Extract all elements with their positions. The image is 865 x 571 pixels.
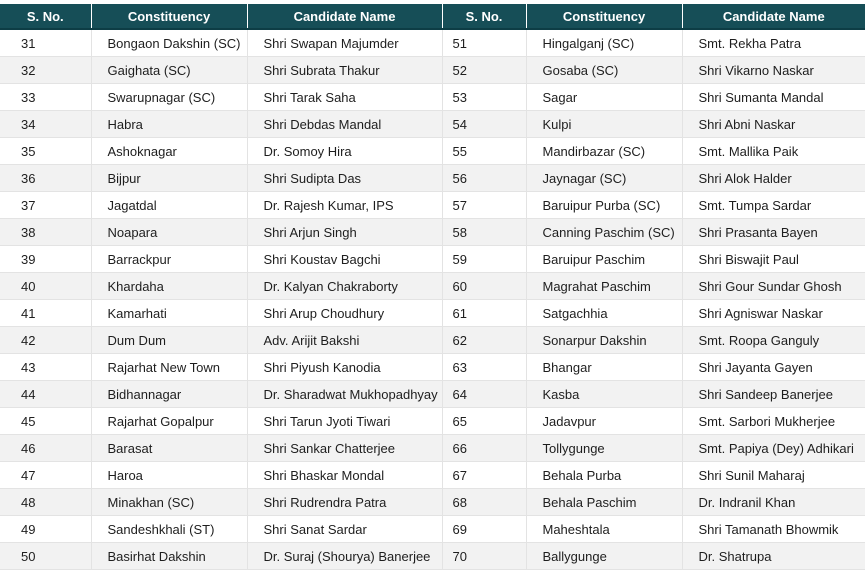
constituency-cell: Kasba xyxy=(526,381,682,408)
sno-cell: 31 xyxy=(0,29,91,57)
sno-cell: 40 xyxy=(0,273,91,300)
candidate-cell: Smt. Tumpa Sardar xyxy=(682,192,865,219)
candidate-cell: Shri Tarak Saha xyxy=(247,84,442,111)
constituency-cell: Habra xyxy=(91,111,247,138)
table-row xyxy=(0,192,865,219)
candidate-cell: Shri Tarun Jyoti Tiwari xyxy=(247,408,442,435)
sno-cell: 43 xyxy=(0,354,91,381)
candidate-cell: Shri Sunil Maharaj xyxy=(682,462,865,489)
sno-cell: 37 xyxy=(0,192,91,219)
candidate-cell: Shri Vikarno Naskar xyxy=(682,57,865,84)
constituency-cell: Satgachhia xyxy=(526,300,682,327)
sno-cell: 68 xyxy=(442,489,526,516)
sno-cell: 64 xyxy=(442,381,526,408)
constituency-cell: Magrahat Paschim xyxy=(526,273,682,300)
constituency-cell: Maheshtala xyxy=(526,516,682,543)
sno-cell: 34 xyxy=(0,111,91,138)
candidate-cell: Shri Arjun Singh xyxy=(247,219,442,246)
table-row xyxy=(0,29,865,57)
constituency-cell: Baruipur Purba (SC) xyxy=(526,192,682,219)
candidate-cell: Shri Debdas Mandal xyxy=(247,111,442,138)
constituency-cell: Sonarpur Dakshin xyxy=(526,327,682,354)
candidate-cell: Shri Sanat Sardar xyxy=(247,516,442,543)
candidate-cell: Shri Abni Naskar xyxy=(682,111,865,138)
sno-cell: 57 xyxy=(442,192,526,219)
sno-cell: 36 xyxy=(0,165,91,192)
sno-cell: 46 xyxy=(0,435,91,462)
candidate-cell: Shri Tamanath Bhowmik xyxy=(682,516,865,543)
candidate-cell: Shri Gour Sundar Ghosh xyxy=(682,273,865,300)
sno-cell: 35 xyxy=(0,138,91,165)
sno-cell: 38 xyxy=(0,219,91,246)
candidate-cell: Smt. Sarbori Mukherjee xyxy=(682,408,865,435)
sno-cell: 65 xyxy=(442,408,526,435)
header-candidate-name: Candidate Name xyxy=(247,4,442,29)
candidate-cell: Shri Piyush Kanodia xyxy=(247,354,442,381)
sno-cell: 50 xyxy=(0,543,91,570)
table-row xyxy=(0,300,865,327)
constituency-cell: Rajarhat Gopalpur xyxy=(91,408,247,435)
candidate-cell: Shri Jayanta Gayen xyxy=(682,354,865,381)
table-row xyxy=(0,84,865,111)
constituency-cell: Swarupnagar (SC) xyxy=(91,84,247,111)
header-sno-2: S. No. xyxy=(442,4,526,29)
constituency-cell: Rajarhat New Town xyxy=(91,354,247,381)
sno-cell: 63 xyxy=(442,354,526,381)
constituency-cell: Basirhat Dakshin xyxy=(91,543,247,570)
constituency-cell: Dum Dum xyxy=(91,327,247,354)
constituency-cell: Barrackpur xyxy=(91,246,247,273)
constituency-cell: Noapara xyxy=(91,219,247,246)
candidate-cell: Shri Agniswar Naskar xyxy=(682,300,865,327)
sno-cell: 44 xyxy=(0,381,91,408)
table-row xyxy=(0,435,865,462)
constituency-cell: Gosaba (SC) xyxy=(526,57,682,84)
sno-cell: 60 xyxy=(442,273,526,300)
candidate-cell: Adv. Arijit Bakshi xyxy=(247,327,442,354)
table-row xyxy=(0,408,865,435)
sno-cell: 54 xyxy=(442,111,526,138)
constituency-cell: Jadavpur xyxy=(526,408,682,435)
candidate-cell: Shri Sandeep Banerjee xyxy=(682,381,865,408)
constituency-cell: Jaynagar (SC) xyxy=(526,165,682,192)
constituency-cell: Mandirbazar (SC) xyxy=(526,138,682,165)
sno-cell: 48 xyxy=(0,489,91,516)
constituency-cell: Canning Paschim (SC) xyxy=(526,219,682,246)
header-constituency-2: Constituency xyxy=(526,4,682,29)
table-row xyxy=(0,246,865,273)
constituency-cell: Behala Purba xyxy=(526,462,682,489)
sno-cell: 52 xyxy=(442,57,526,84)
table-row xyxy=(0,219,865,246)
sno-cell: 55 xyxy=(442,138,526,165)
constituency-cell: Haroa xyxy=(91,462,247,489)
candidate-cell: Dr. Indranil Khan xyxy=(682,489,865,516)
constituency-cell: Sandeshkhali (ST) xyxy=(91,516,247,543)
table-row xyxy=(0,111,865,138)
sno-cell: 59 xyxy=(442,246,526,273)
header-sno: S. No. xyxy=(0,4,91,29)
header-candidate-name-2: Candidate Name xyxy=(682,4,865,29)
candidate-cell: Shri Bhaskar Mondal xyxy=(247,462,442,489)
candidate-cell: Dr. Rajesh Kumar, IPS xyxy=(247,192,442,219)
table-row xyxy=(0,273,865,300)
candidate-cell: Dr. Sharadwat Mukhopadhyay xyxy=(247,381,442,408)
header-row xyxy=(0,4,865,29)
constituency-cell: Kulpi xyxy=(526,111,682,138)
constituency-cell: Kamarhati xyxy=(91,300,247,327)
table-row xyxy=(0,57,865,84)
sno-cell: 69 xyxy=(442,516,526,543)
candidate-cell: Shri Rudrendra Patra xyxy=(247,489,442,516)
constituency-cell: Behala Paschim xyxy=(526,489,682,516)
constituency-cell: Tollygunge xyxy=(526,435,682,462)
constituency-cell: Minakhan (SC) xyxy=(91,489,247,516)
candidate-cell: Shri Arup Choudhury xyxy=(247,300,442,327)
table-body xyxy=(0,29,865,570)
constituency-cell: Bijpur xyxy=(91,165,247,192)
candidate-table xyxy=(0,4,865,570)
sno-cell: 51 xyxy=(442,29,526,57)
sno-cell: 42 xyxy=(0,327,91,354)
constituency-cell: Ashoknagar xyxy=(91,138,247,165)
sno-cell: 56 xyxy=(442,165,526,192)
constituency-cell: Jagatdal xyxy=(91,192,247,219)
table-row xyxy=(0,327,865,354)
sno-cell: 66 xyxy=(442,435,526,462)
constituency-cell: Bongaon Dakshin (SC) xyxy=(91,29,247,57)
table-row xyxy=(0,516,865,543)
candidate-cell: Dr. Somoy Hira xyxy=(247,138,442,165)
sno-cell: 70 xyxy=(442,543,526,570)
sno-cell: 49 xyxy=(0,516,91,543)
sno-cell: 53 xyxy=(442,84,526,111)
constituency-cell: Baruipur Paschim xyxy=(526,246,682,273)
sno-cell: 41 xyxy=(0,300,91,327)
candidate-cell: Smt. Papiya (Dey) Adhikari xyxy=(682,435,865,462)
candidate-cell: Shri Biswajit Paul xyxy=(682,246,865,273)
constituency-cell: Barasat xyxy=(91,435,247,462)
constituency-cell: Sagar xyxy=(526,84,682,111)
candidate-cell: Shri Sudipta Das xyxy=(247,165,442,192)
candidate-cell: Dr. Shatrupa xyxy=(682,543,865,570)
table-row xyxy=(0,489,865,516)
constituency-cell: Khardaha xyxy=(91,273,247,300)
candidate-cell: Shri Swapan Majumder xyxy=(247,29,442,57)
candidate-cell: Smt. Roopa Ganguly xyxy=(682,327,865,354)
candidate-cell: Shri Sumanta Mandal xyxy=(682,84,865,111)
table-row xyxy=(0,165,865,192)
table-row xyxy=(0,543,865,570)
sno-cell: 61 xyxy=(442,300,526,327)
constituency-cell: Bidhannagar xyxy=(91,381,247,408)
sno-cell: 45 xyxy=(0,408,91,435)
constituency-cell: Bhangar xyxy=(526,354,682,381)
candidate-cell: Shri Sankar Chatterjee xyxy=(247,435,442,462)
sno-cell: 32 xyxy=(0,57,91,84)
sno-cell: 58 xyxy=(442,219,526,246)
table-row xyxy=(0,462,865,489)
sno-cell: 47 xyxy=(0,462,91,489)
constituency-cell: Ballygunge xyxy=(526,543,682,570)
candidate-cell: Shri Alok Halder xyxy=(682,165,865,192)
candidate-cell: Shri Subrata Thakur xyxy=(247,57,442,84)
candidate-cell: Dr. Suraj (Shourya) Banerjee xyxy=(247,543,442,570)
header-constituency: Constituency xyxy=(91,4,247,29)
candidate-cell: Dr. Kalyan Chakraborty xyxy=(247,273,442,300)
sno-cell: 67 xyxy=(442,462,526,489)
constituency-cell: Hingalganj (SC) xyxy=(526,29,682,57)
sno-cell: 39 xyxy=(0,246,91,273)
sno-cell: 33 xyxy=(0,84,91,111)
candidate-cell: Smt. Rekha Patra xyxy=(682,29,865,57)
constituency-cell: Gaighata (SC) xyxy=(91,57,247,84)
candidate-cell: Shri Koustav Bagchi xyxy=(247,246,442,273)
table-row xyxy=(0,354,865,381)
candidate-cell: Shri Prasanta Bayen xyxy=(682,219,865,246)
sno-cell: 62 xyxy=(442,327,526,354)
table-row xyxy=(0,381,865,408)
table-row xyxy=(0,138,865,165)
candidate-cell: Smt. Mallika Paik xyxy=(682,138,865,165)
